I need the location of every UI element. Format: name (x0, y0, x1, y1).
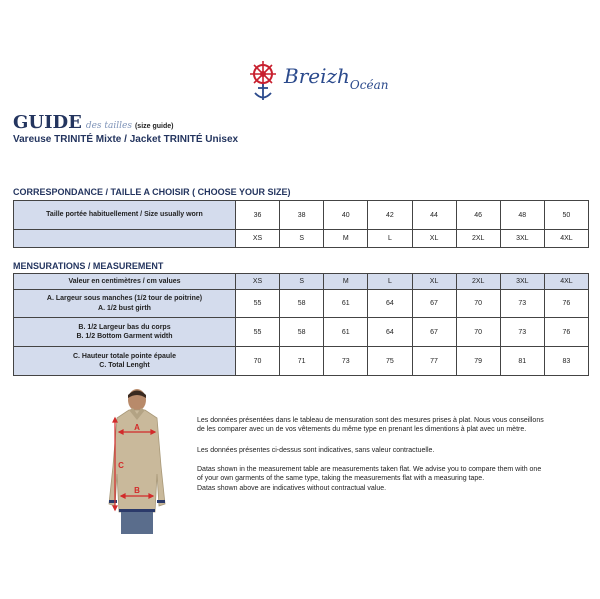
worn-size-cell: 50 (544, 201, 588, 230)
correspondence-table (13, 200, 589, 248)
brand-name-sub: Océan (349, 78, 389, 92)
row-label-en: A. 1/2 bust girth (98, 304, 151, 312)
value-cell: 58 (280, 290, 324, 318)
value-cell: 71 (280, 347, 324, 376)
row-label-en: B. 1/2 Bottom Garment width (76, 333, 173, 340)
size-header: S (280, 274, 324, 290)
notes-en-1: Datas shown in the measurement table are measurements taken flat. We advise you to compare them with one of your own garments of the same type, taking the measurements flat with a measuring tape. (197, 466, 542, 483)
size-header: 4XL (544, 274, 588, 290)
value-cell: 83 (544, 347, 588, 376)
value-cell: 79 (456, 347, 500, 376)
value-cell: 70 (456, 318, 500, 347)
value-cell: 76 (544, 290, 588, 318)
brand-name (284, 64, 389, 92)
worn-size-cell: 38 (280, 201, 324, 230)
brand-logo (246, 60, 416, 104)
worn-size-cell: 42 (368, 201, 412, 230)
size-cell: M (324, 230, 368, 248)
brand-name-main: Breizh (284, 64, 350, 88)
value-cell: 55 (236, 318, 280, 347)
worn-size-cell: 46 (456, 201, 500, 230)
size-cell: 4XL (544, 230, 588, 248)
size-header: L (368, 274, 412, 290)
model-trousers (121, 512, 153, 534)
row-label: Taille portée habituellement / Size usually worn (14, 201, 236, 230)
row-label (14, 347, 236, 376)
value-cell: 76 (544, 318, 588, 347)
size-header: 3XL (500, 274, 544, 290)
size-cell: 2XL (456, 230, 500, 248)
value-cell: 75 (368, 347, 412, 376)
label-c: C (118, 461, 124, 470)
worn-size-cell: 40 (324, 201, 368, 230)
value-cell: 55 (236, 290, 280, 318)
row-label (14, 290, 236, 318)
worn-size-cell: 48 (500, 201, 544, 230)
guide-title-english: (size guide) (134, 123, 174, 130)
value-cell: 64 (368, 318, 412, 347)
size-header: XS (236, 274, 280, 290)
row-label-fr: B. 1/2 Largeur bas du corps (78, 323, 171, 331)
size-cell: XS (236, 230, 280, 248)
worn-size-cell: 36 (236, 201, 280, 230)
correspondence-title: CORRESPONDANCE / TAILLE A CHOISIR ( CHOOSE YOUR SIZE) (13, 187, 291, 197)
row-label-fr: A. Largeur sous manches (1/2 tour de poitrine) (46, 295, 203, 303)
size-cell: S (280, 230, 324, 248)
value-cell: 61 (324, 318, 368, 347)
right-cuff (157, 500, 165, 503)
jacket-model-figure (95, 386, 195, 534)
label-b: B (134, 486, 140, 495)
table-row (14, 318, 589, 347)
value-cell: 67 (412, 318, 456, 347)
row-label-fr: C. Hauteur totale pointe épaule (72, 352, 177, 360)
measurements-title: MENSURATIONS / MEASUREMENT (13, 261, 164, 271)
measurements-table (13, 273, 589, 376)
table-row (14, 201, 589, 230)
blank-cell (14, 230, 236, 248)
value-cell: 67 (412, 290, 456, 318)
size-header: M (324, 274, 368, 290)
notes-fr-1: Les données présentées dans le tableau de mensuration sont des mesures prises à plat. Nous vous conseillons de les comparer avec un de vos vêtements du même type en prenant les dimentions à plat avec un mètre. (197, 417, 544, 434)
guide-title-main: GUIDE (13, 112, 82, 133)
size-cell: XL (412, 230, 456, 248)
guide-title (13, 112, 173, 133)
left-cuff (109, 500, 117, 503)
size-cell: L (368, 230, 412, 248)
table-row (14, 347, 589, 376)
value-cell: 77 (412, 347, 456, 376)
value-cell: 73 (324, 347, 368, 376)
value-cell: 73 (500, 290, 544, 318)
label-a: A (134, 423, 140, 432)
size-cell: 3XL (500, 230, 544, 248)
value-cell: 70 (456, 290, 500, 318)
value-cell: 58 (280, 318, 324, 347)
header-label: Valeur en centimètres / cm values (14, 274, 236, 290)
product-name: Vareuse TRINITÉ Mixte / Jacket TRINITÉ Unisex (13, 134, 239, 145)
table-row (14, 230, 589, 248)
notes-fr-2: Les données présentes ci-dessus sont indicatives, sans valeur contractuelle. (197, 447, 435, 454)
notes-en-2: Datas shown above are indicatives without contractual value. (197, 485, 387, 492)
jacket-hem (119, 509, 155, 512)
size-header: XL (412, 274, 456, 290)
value-cell: 64 (368, 290, 412, 318)
worn-size-cell: 44 (412, 201, 456, 230)
value-cell: 70 (236, 347, 280, 376)
value-cell: 81 (500, 347, 544, 376)
ship-wheel-anchor-icon (246, 60, 280, 102)
value-cell: 61 (324, 290, 368, 318)
size-header: 2XL (456, 274, 500, 290)
row-label (14, 318, 236, 347)
table-header-row (14, 274, 589, 290)
value-cell: 73 (500, 318, 544, 347)
guide-title-sub: des tailles (85, 121, 132, 131)
row-label-en: C. Total Lenght (99, 362, 150, 369)
table-row (14, 290, 589, 318)
